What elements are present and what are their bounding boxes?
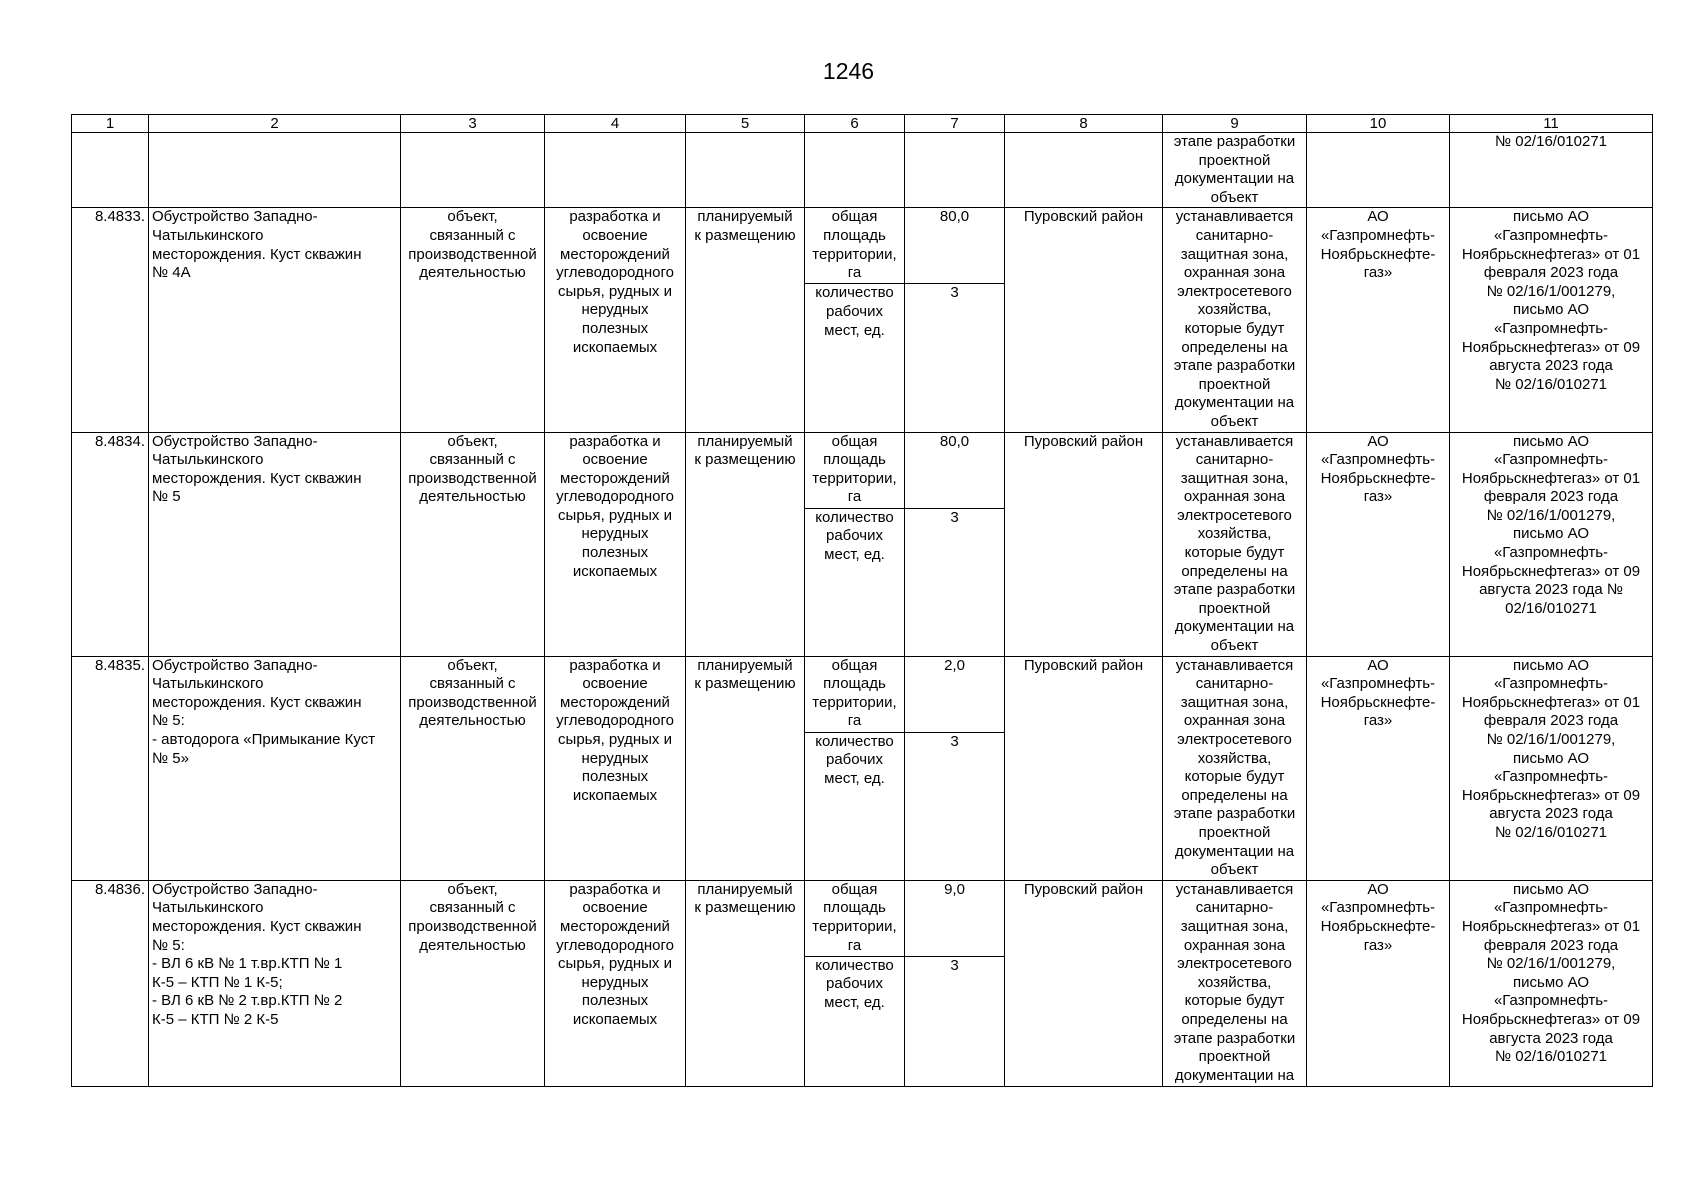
zone-description: устанавливается санитарно- защитная зона, охранная зона электросетевого хозяйства, которые будут определены на этапе разработки проектной документации на объект [1163, 656, 1307, 880]
header-col-4: 4 [545, 115, 686, 133]
object-type: объект, связанный с производственной деятельностью [401, 880, 545, 1086]
continuation-basis: № 02/16/010271 [1450, 133, 1653, 208]
characteristic-area-label: общая площадь территории, га [805, 208, 905, 284]
header-col-2: 2 [149, 115, 401, 133]
characteristic-area-label: общая площадь территории, га [805, 432, 905, 508]
header-col-1: 1 [72, 115, 149, 133]
basis-document: письмо АО «Газпромнефть- Ноябрьскнефтегаз» от 01 февраля 2023 года № 02/16/1/001279, письмо АО «Газпромнефть- Ноябрьскнефтегаз» от 09 августа 2023 года № 02/16/010271 [1450, 432, 1653, 656]
row-number: 8.4834. [72, 432, 149, 656]
object-type: объект, связанный с производственной деятельностью [401, 432, 545, 656]
object-type: объект, связанный с производственной деятельностью [401, 656, 545, 880]
row-number: 8.4833. [72, 208, 149, 432]
object-name: Обустройство Западно- Чатылькинского месторождения. Куст скважин № 5: - автодорога «Примыкание Куст № 5» [149, 656, 401, 880]
zone-description: устанавливается санитарно- защитная зона, охранная зона электросетевого хозяйства, которые будут определены на этапе разработки проектной документации на [1163, 880, 1307, 1086]
characteristic-jobs-label: количество рабочих мест, ед. [805, 284, 905, 432]
characteristic-jobs-label: количество рабочих мест, ед. [805, 732, 905, 880]
object-purpose: разработка и освоение месторождений углеводородного сырья, рудных и нерудных полезных ископаемых [545, 656, 686, 880]
continuation-zone: этапе разработки проектной документации на объект [1163, 133, 1307, 208]
header-col-6: 6 [805, 115, 905, 133]
registry-table [71, 114, 1653, 1087]
basis-document: письмо АО «Газпромнефть- Ноябрьскнефтегаз» от 01 февраля 2023 года № 02/16/1/001279, письмо АО «Газпромнефть- Ноябрьскнефтегаз» от 09 августа 2023 года № 02/16/010271 [1450, 880, 1653, 1086]
table-header [72, 115, 1653, 133]
characteristic-area-label: общая площадь территории, га [805, 656, 905, 732]
object-purpose: разработка и освоение месторождений углеводородного сырья, рудных и нерудных полезных ископаемых [545, 880, 686, 1086]
object-status: планируемый к размещению [686, 880, 805, 1086]
cell-empty [1005, 133, 1163, 208]
table-row [72, 656, 1653, 732]
header-row [72, 115, 1653, 133]
cell-empty [545, 133, 686, 208]
zone-description: устанавливается санитарно- защитная зона, охранная зона электросетевого хозяйства, которые будут определены на этапе разработки проектной документации на объект [1163, 208, 1307, 432]
basis-document: письмо АО «Газпромнефть- Ноябрьскнефтегаз» от 01 февраля 2023 года № 02/16/1/001279, письмо АО «Газпромнефть- Ноябрьскнефтегаз» от 09 августа 2023 года № 02/16/010271 [1450, 208, 1653, 432]
characteristic-jobs-value: 3 [905, 732, 1005, 880]
page-number: 1246 [822, 58, 875, 84]
characteristic-jobs-label: количество рабочих мест, ед. [805, 508, 905, 656]
header-col-10: 10 [1307, 115, 1450, 133]
cell-empty [805, 133, 905, 208]
row-number: 8.4836. [72, 880, 149, 1086]
cell-empty [905, 133, 1005, 208]
header-col-11: 11 [1450, 115, 1653, 133]
cell-empty [72, 133, 149, 208]
characteristic-jobs-label: количество рабочих мест, ед. [805, 956, 905, 1086]
object-purpose: разработка и освоение месторождений углеводородного сырья, рудных и нерудных полезных ископаемых [545, 432, 686, 656]
header-col-3: 3 [401, 115, 545, 133]
object-name: Обустройство Западно- Чатылькинского месторождения. Куст скважин № 5 [149, 432, 401, 656]
table-row [72, 208, 1653, 284]
object-status: планируемый к размещению [686, 656, 805, 880]
characteristic-area-label: общая площадь территории, га [805, 880, 905, 956]
object-location: Пуровский район [1005, 880, 1163, 1086]
characteristic-area-value: 80,0 [905, 208, 1005, 284]
characteristic-jobs-value: 3 [905, 508, 1005, 656]
object-name: Обустройство Западно- Чатылькинского месторождения. Куст скважин № 5: - ВЛ 6 кВ № 1 т.вр.КТП № 1 К-5 – КТП № 1 К-5; - ВЛ 6 кВ № 2 т.вр.КТП № 2 К-5 – КТП № 2 К-5 [149, 880, 401, 1086]
organization: АО «Газпромнефть- Ноябрьскнефте- газ» [1307, 208, 1450, 432]
characteristic-area-value: 80,0 [905, 432, 1005, 508]
cell-empty [149, 133, 401, 208]
object-purpose: разработка и освоение месторождений углеводородного сырья, рудных и нерудных полезных ископаемых [545, 208, 686, 432]
organization: АО «Газпромнефть- Ноябрьскнефте- газ» [1307, 880, 1450, 1086]
table-row [72, 880, 1653, 956]
cell-empty [401, 133, 545, 208]
object-status: планируемый к размещению [686, 432, 805, 656]
characteristic-jobs-value: 3 [905, 956, 1005, 1086]
object-location: Пуровский район [1005, 208, 1163, 432]
characteristic-area-value: 9,0 [905, 880, 1005, 956]
object-type: объект, связанный с производственной деятельностью [401, 208, 545, 432]
continuation-row [72, 133, 1653, 208]
table-row [72, 432, 1653, 508]
object-name: Обустройство Западно- Чатылькинского месторождения. Куст скважин № 4А [149, 208, 401, 432]
basis-document: письмо АО «Газпромнефть- Ноябрьскнефтегаз» от 01 февраля 2023 года № 02/16/1/001279, письмо АО «Газпромнефть- Ноябрьскнефтегаз» от 09 августа 2023 года № 02/16/010271 [1450, 656, 1653, 880]
header-col-8: 8 [1005, 115, 1163, 133]
object-location: Пуровский район [1005, 432, 1163, 656]
characteristic-area-value: 2,0 [905, 656, 1005, 732]
organization: АО «Газпромнефть- Ноябрьскнефте- газ» [1307, 432, 1450, 656]
row-number: 8.4835. [72, 656, 149, 880]
organization: АО «Газпромнефть- Ноябрьскнефте- газ» [1307, 656, 1450, 880]
object-location: Пуровский район [1005, 656, 1163, 880]
cell-empty [686, 133, 805, 208]
cell-empty [1307, 133, 1450, 208]
object-status: планируемый к размещению [686, 208, 805, 432]
zone-description: устанавливается санитарно- защитная зона, охранная зона электросетевого хозяйства, которые будут определены на этапе разработки проектной документации на объект [1163, 432, 1307, 656]
header-col-5: 5 [686, 115, 805, 133]
header-col-7: 7 [905, 115, 1005, 133]
characteristic-jobs-value: 3 [905, 284, 1005, 432]
header-col-9: 9 [1163, 115, 1307, 133]
